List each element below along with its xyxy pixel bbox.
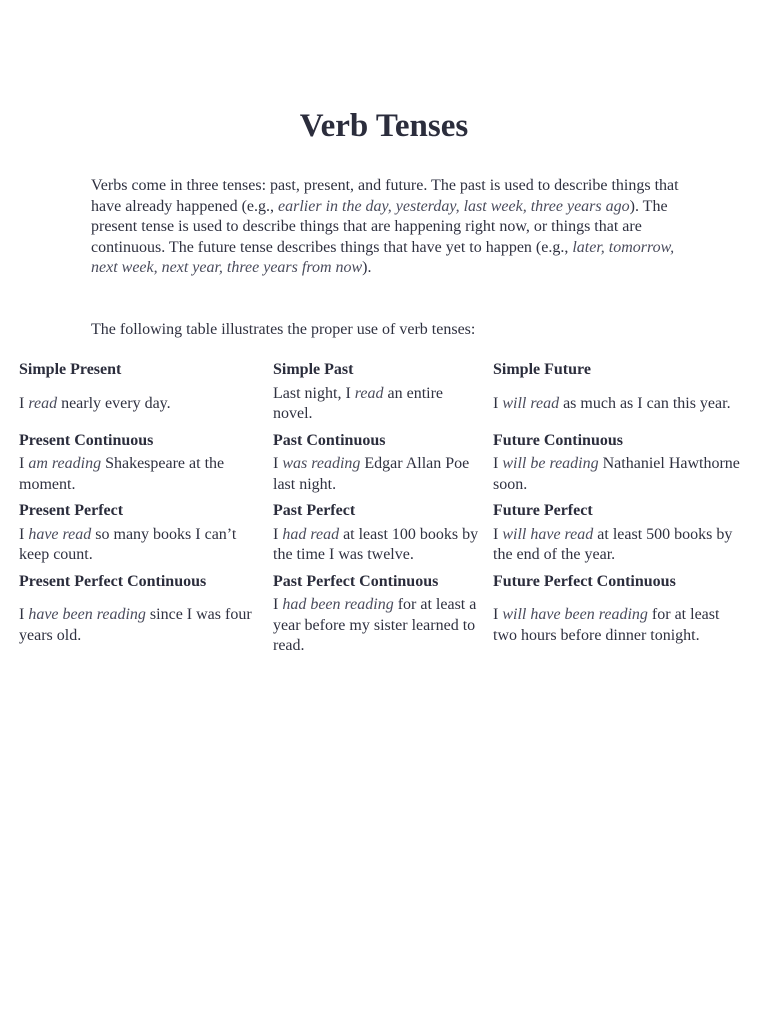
example-verb: will have read: [502, 525, 594, 543]
example-text: I: [273, 525, 283, 543]
example-verb: have been reading: [28, 606, 146, 624]
example-verb: have read: [28, 525, 92, 543]
intro-paragraph: [91, 176, 691, 279]
example-text: I: [493, 455, 503, 472]
example-text: I: [493, 606, 503, 624]
tense-heading: Past Perfect: [273, 502, 356, 519]
tense-heading: Present Continuous: [19, 431, 154, 449]
example-text: I: [19, 394, 29, 412]
example-verb: was reading: [282, 455, 361, 472]
table-header-row: [14, 429, 749, 453]
example-text: so many books I can’t keep count.: [19, 525, 237, 563]
example-cell: [14, 382, 268, 429]
tense-heading: Present Perfect Continuous: [19, 572, 207, 590]
example-verb: will have been reading: [502, 606, 648, 624]
example-cell: [268, 593, 488, 661]
example-text: since I was four years old.: [19, 606, 252, 644]
tense-heading: Future Continuous: [493, 431, 623, 449]
tense-heading: Simple Future: [493, 361, 591, 378]
example-text: an entire novel.: [273, 384, 444, 422]
intro-text-part-2: ). The present tense is used to describe things that are happening right now, or things that are continuous. The future tense describes things that have yet to happen (e.g.,: [91, 197, 668, 256]
table-example-row: [14, 382, 749, 429]
tense-heading: Simple Past: [273, 361, 354, 378]
tense-heading: Present Perfect: [19, 502, 124, 519]
example-text: I: [493, 394, 503, 412]
example-text: I: [19, 606, 29, 624]
example-cell: [14, 523, 268, 570]
table-example-row: [14, 452, 749, 499]
example-text: I: [273, 455, 283, 472]
tense-heading: Past Perfect Continuous: [273, 572, 439, 590]
tense-heading: Future Perfect Continuous: [493, 572, 676, 590]
tense-heading: Future Perfect: [493, 502, 593, 519]
example-text: Edgar Allan Poe last night.: [273, 455, 470, 493]
example-cell: [268, 382, 488, 429]
example-text: Nathaniel Hawthorne soon.: [493, 455, 740, 493]
example-cell: [268, 523, 488, 570]
example-verb: had read: [282, 525, 340, 543]
example-verb: will read: [502, 394, 560, 412]
example-text: I: [19, 455, 29, 472]
example-cell: [14, 593, 268, 661]
table-header-row: [14, 358, 749, 382]
example-verb: will be reading: [502, 455, 599, 472]
example-text: I: [493, 525, 503, 543]
example-cell: [488, 593, 749, 661]
table-example-row: [14, 523, 749, 570]
table-intro-paragraph: The following table illustrates the proper use of verb tenses:: [91, 321, 476, 338]
past-time-examples: earlier in the day, yesterday, last week, three years ago: [278, 197, 630, 215]
example-cell: [488, 382, 749, 429]
example-text: Last night, I: [273, 384, 355, 402]
future-time-examples: later, tomorrow, next week, next year, three years from now: [91, 238, 675, 276]
example-text: I: [273, 596, 283, 613]
tense-heading: Past Continuous: [273, 431, 386, 449]
verb-tense-table: [14, 358, 749, 661]
intro-text-part-3: ).: [362, 259, 372, 276]
example-verb: read: [354, 384, 384, 402]
example-text: at least 100 books by the time I was twelve.: [273, 525, 479, 563]
example-text: for at least two hours before dinner tonight.: [493, 606, 720, 644]
example-text: nearly every day.: [57, 394, 171, 412]
intro-text-part-1: Verbs come in three tenses: past, present, and future. The past is used to describe things that have already happened (e.g.,: [91, 177, 679, 215]
example-cell: [488, 523, 749, 570]
tense-heading: Simple Present: [19, 361, 122, 378]
example-text: at least 500 books by the end of the year.: [493, 525, 733, 563]
table-header-row: [14, 499, 749, 523]
example-text: I: [19, 525, 29, 543]
example-cell: [488, 452, 749, 499]
example-cell: [268, 452, 488, 499]
example-text: as much as I can this year.: [559, 394, 731, 412]
table-example-row: [14, 593, 749, 661]
page-title: Verb Tenses: [299, 108, 469, 144]
example-cell: [14, 452, 268, 499]
table-header-row: [14, 570, 749, 594]
example-text: Shakespeare at the moment.: [19, 455, 225, 493]
example-text: for at least a year before my sister learned to read.: [273, 596, 477, 654]
example-verb: read: [28, 394, 58, 412]
example-verb: had been reading: [282, 596, 394, 613]
example-verb: am reading: [28, 455, 102, 472]
